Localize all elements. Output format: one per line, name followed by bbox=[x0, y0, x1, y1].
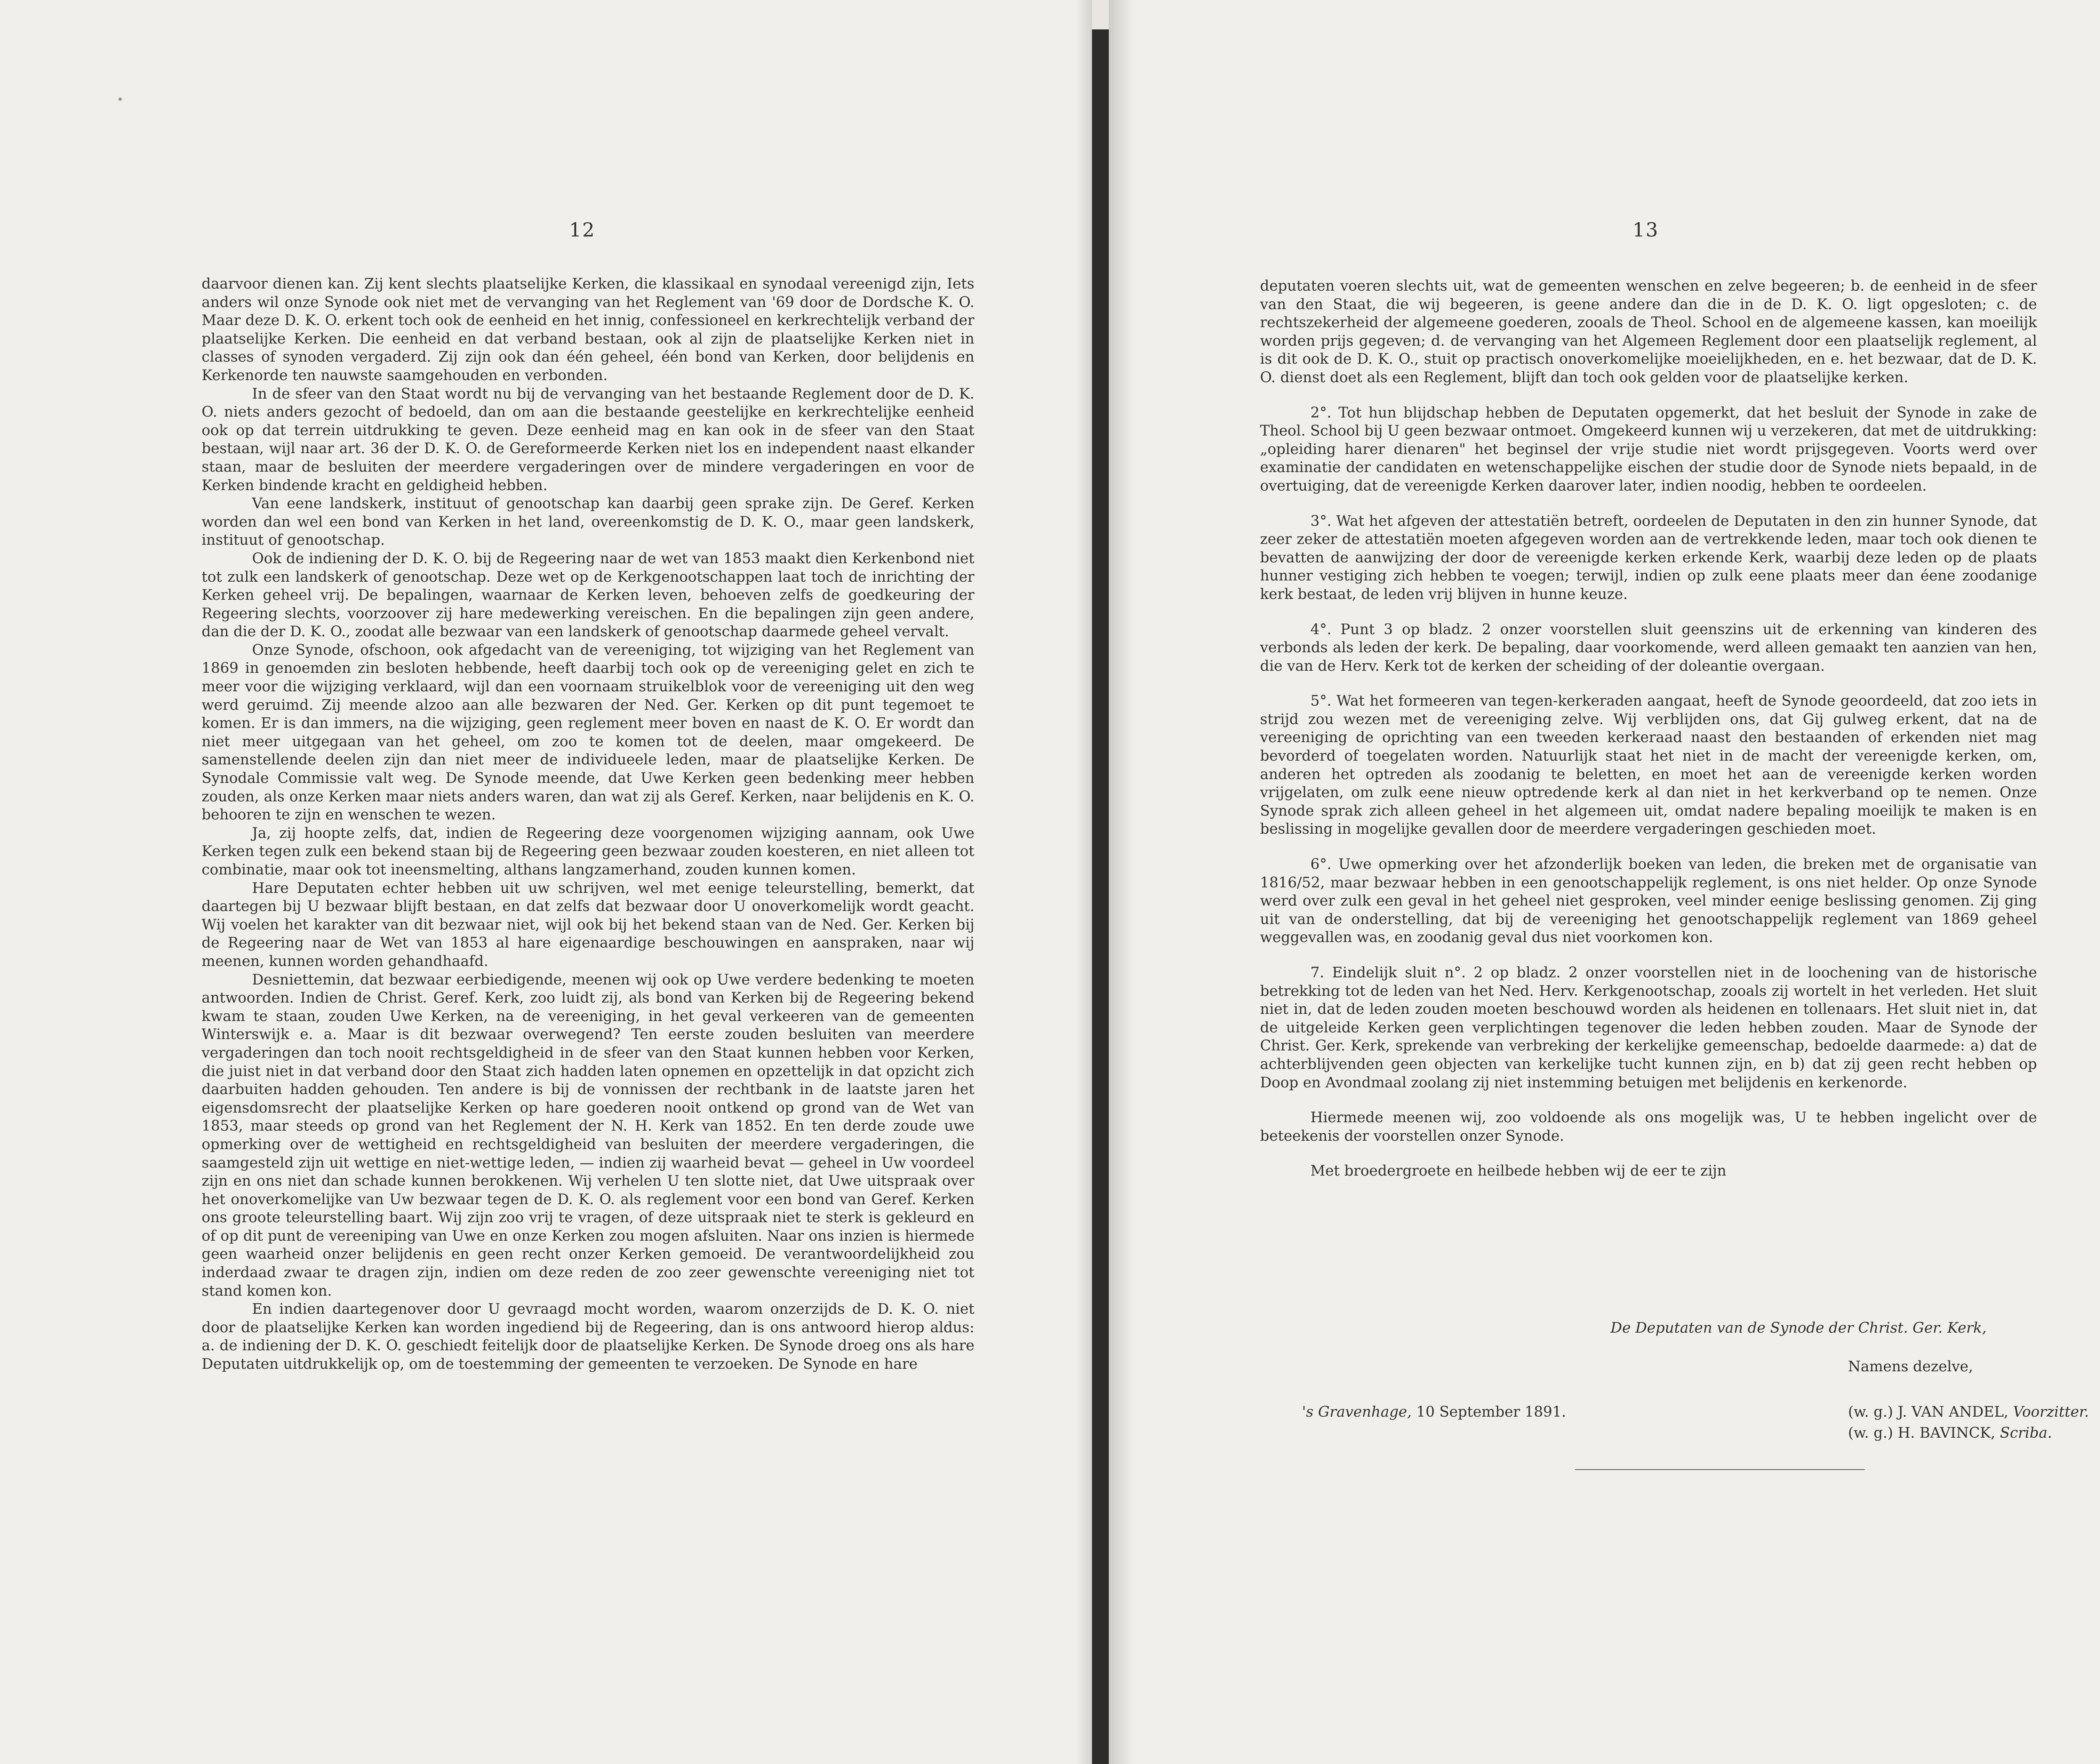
paragraph: daarvoor dienen kan. Zij kent slechts plaatselijke Kerken, die klassikaal en synodaal vereenigd zijn, Iets anders wil onze Synode ook niet met de vervanging van het Reglement van '69 door de Dordsche K. O. Maar deze D. K. O. erkent toch ook de eenheid en het innig, confessioneel en kerkrechtelijk verband der plaatselijke Kerken. Die eenheid en dat verband bestaan, ook al zijn de plaatselijke Kerken niet in classes of synoden vergaderd. Zij zijn ook dan één geheel, één bond van Kerken, door belijdenis en Kerkenorde ten nauwste saamgehouden en verbonden. bbox=[202, 276, 974, 384]
paragraph: Ja, zij hoopte zelfs, dat, indien de Regeering deze voorgenomen wijziging aannam, ook Uwe Kerken tegen zulk een bekend staan bij de Regeering geen bezwaar zouden koesteren, en niet alleen tot combinatie, maar ook tot ineensmelting, althans langzamerhand, zouden kunnen komen. bbox=[202, 824, 974, 878]
paragraph: deputaten voeren slechts uit, wat de gemeenten wenschen en zelve begeeren; b. de eenheid in de sfeer van den Staat, die wij begeeren, is geene andere dan die in de D. K. O. ligt opgesloten; c. de rechtszekerheid der algemeene goederen, zooals de Theol. School en de algemeene kassen, kan moeilijk worden prijs gegeven; d. de vervanging van het Algemeen Reglement door een plaatselijk reglement, al is dit ook de D. K. O., stuit op practisch onoverkomelijke moeielijkheden, en e. het bezwaar, dat de D. K. O. dienst doet als een Reglement, blijft dan toch ook gelden voor de plaatselijke kerken. bbox=[1260, 278, 2037, 386]
place: 's Gravenhage, bbox=[1302, 1404, 1412, 1420]
page-number-right: 13 bbox=[1633, 218, 1659, 241]
paragraph: Ook de indiening der D. K. O. bij de Regeering naar de wet van 1853 maakt dien Kerkenbond niet tot zulk een landskerk of genootschap. Deze wet op de Kerkgenootschappen laat toch de inrichting der Kerken geheel vrij. De bepalingen, waarnaar de Kerken leven, behoeven zelfs de goedkeuring der Regeering slechts, voorzoover zij hare medewerking vereischen. En die bepalingen zijn geen andere, dan die der D. K. O., zoodat alle bezwaar van een landskerk of genootschap daarmede geheel vervalt. bbox=[202, 550, 974, 640]
right-page-text bbox=[1260, 277, 2037, 1181]
gutter-shadow-left bbox=[1075, 0, 1092, 1764]
paragraph: En indien daartegenover door U gevraagd mocht worden, waarom onzerzijds de D. K. O. niet door de plaatselijke Kerken kan worden ingediend bij de Regeering, dan is ons antwoord hierop aldus: a. de indiening der D. K. O. geschiedt feitelijk door de plaatselijke Kerken. De Synode droeg ons als hare Deputaten uitdrukkelijk op, om de toestemming der gemeenten te verzoeken. De Synode en hare bbox=[202, 1301, 974, 1373]
on-behalf-line: Namens dezelve, bbox=[1848, 1358, 1973, 1375]
signer-2 bbox=[1848, 1424, 2052, 1442]
paragraph: Desniettemin, dat bezwaar eerbiedigende, meenen wij ook op Uwe verdere bedenking te moeten antwoorden. Indien de Christ. Geref. Kerk, zoo luidt zij, als bond van Kerken bij de Regeering bekend kwam te staan, zouden Uwe Kerken, na de vereeniging, in het geval verkeeren van de gemeenten Winterswijk e. a. Maar is dit bezwaar overwegend? Ten eerste zouden besluiten van meerdere vergaderingen dan toch nooit rechtsgeldigheid in de sfeer van den Staat kunnen hebben voor Kerken, die juist niet in dat verband door den Staat zich hadden laten opnemen en opzettelijk in dat opzicht zich daarbuiten hadden gehouden. Ten andere is bij de vonnissen der rechtbank in de laatste jaren het eigensdomsrecht der plaatselijke Kerken op hare goederen nooit ontkend op grond van de Wet van 1853, maar steeds op grond van het Reglement der N. H. Kerk van 1852. En ten derde zoude uwe opmerking over de wettigheid en rechtsgeldigheid van besluiten der meerdere vergaderingen, die saamgesteld zijn uit wettige en niet-wettige leden, — indien zij waarheid bevat — geheel in Uw voordeel zijn en ons niet dan schade kunnen berokkenen. Wij verhelen U ten slotte niet, dat Uwe uitspraak over het onoverkomelijke van Uw bezwaar tegen de D. K. O. als reglement voor een bond van Geref. Kerken ons groote teleurstelling baart. Wij zijn zoo vrij te vragen, of deze uitspraak niet te sterk is gekleurd en of op dit punt de vereeniping van Uwe en onze Kerken zou mogen afsluiten. Naar ons inzien is hiermede geen waarheid onzer belijdenis en geen recht onzer Kerken gemoeid. De verantwoordelijkheid zou inderdaad zwaar te dragen zijn, indien om deze reden de zoo zeer gewenschte vereeniging niet tot stand komen kon. bbox=[202, 971, 974, 1299]
paragraph: 6°. Uwe opmerking over het afzonderlijk boeken van leden, die breken met de organisatie van 1816/52, maar bezwaar hebben in een genootschappelijk reglement, is ons niet helder. Op onze Synode werd over zulk een geval in het geheel niet gesproken, veel minder eenige beslissing genomen. Zij ging uit van de onderstelling, dat bij de vereeniging het genootschappelijk reglement van 1869 geheel weggevallen was, en zoodanig geval dus niet voorkomen kon. bbox=[1260, 856, 2037, 946]
signer-1 bbox=[1848, 1403, 2089, 1421]
left-page-text bbox=[202, 275, 974, 1374]
paragraph: In de sfeer van den Staat wordt nu bij de vervanging van het bestaande Reglement door de D. K. O. niets anders gezocht of bedoeld, dan om aan die bestaande geestelijke en kerkrechtelijke eenheid ook op dat terrein uitdrukking te geven. Deze eenheid mag en kan ook in de sfeer van den Staat bestaan, wijl naar art. 36 der D. K. O. de Gereformeerde Kerken niet los en independent naast elkander staan, maar de besluiten der meerdere vergaderingen over de mindere vergaderingen en voor de Kerken bindende kracht en geldigheid hebben. bbox=[202, 385, 974, 494]
signer-2-name: H. BAVINCK, bbox=[1898, 1425, 1995, 1441]
paragraph: Hare Deputaten echter hebben uit uw schrijven, wel met eenige teleurstelling, bemerkt, dat daartegen bij U bezwaar blijft bestaan, en dat zelfs dat bezwaar door U onoverkomelijk wordt geacht. Wij voelen het karakter van dit bezwaar niet, wijl ook bij het bekend staan van de Ned. Ger. Kerken bij de Regeering naar de Wet van 1853 al hare eigenaardige beschouwingen en aanspraken, naar wij meenen, kunnen worden gehandhaafd. bbox=[202, 879, 974, 970]
paragraph: 7. Eindelijk sluit n°. 2 op bladz. 2 onzer voorstellen niet in de loochening van de historische betrekking tot de leden van het Ned. Herv. Kerkgenootschap, zooals zij wortelt in het verleden. Het sluit niet in, dat de leden zouden moeten beschouwd worden als heidenen en tollenaars. Het sluit niet in, dat de uitgeleide Kerken geen verplichtingen tegenover die leden hebben zouden. Maar de Synode der Christ. Ger. Kerk, sprekende van verbreking der kerkelijke gemeenschap, bedoelde daarmede: a) dat de achterblijvenden geen objecten van kerkelijke tucht kunnen zijn, en b) dat zij geen recht hebben op Doop en Avondmaal zoolang zij niet instemming betuigen met belijdenis en kerkenorde. bbox=[1260, 964, 2037, 1091]
paragraph: Van eene landskerk, instituut of genootschap kan daarbij geen sprake zijn. De Geref. Kerken worden dan wel een bond van Kerken in het land, overeenkomstig de D. K. O., maar geen landskerk, instituut of genootschap. bbox=[202, 495, 974, 549]
closing-paragraph: Hiermede meenen wij, zoo voldoende als ons mogelijk was, U te hebben ingelicht over de beteekenis der voorstellen onzer Synode. bbox=[1260, 1109, 2037, 1144]
closing-rule bbox=[1575, 1469, 1865, 1470]
paragraph: Onze Synode, ofschoon, ook afgedacht van de vereeniging, tot wijziging van het Reglement van 1869 in genoemden zin besloten hebbende, heeft daarbij toch ook op de vereeniging gelet en zich te meer voor die wijziging verklaard, wijl dan een voornaam struikelblok voor de vereeniging uit den weg werd geruimd. Zij meende alzoo aan alle bezwaren der Ned. Ger. Kerken op dit punt tegemoet te komen. Er is dan immers, na die wijziging, geen reglement meer boven en naast de K. O. Er wordt dan niet meer uitgegaan van het geheel, om zoo te komen tot de deelen, maar omgekeerd. De samenstellende deelen zijn dan niet meer de individueele leden, maar de plaatselijke Kerken. De Synodale Commissie valt weg. De Synode meende, dat Uwe Kerken geen bedenking meer hebben zouden, als onze Kerken maar niets anders waren, dan wat zij als Geref. Kerken, naar belijdenis en K. O. behooren te zijn en wenschen te wezen. bbox=[202, 641, 974, 824]
binding-fold bbox=[1092, 0, 1109, 29]
signer-2-role: Scriba. bbox=[2000, 1425, 2052, 1441]
paragraph: 5°. Wat het formeeren van tegen-kerkeraden aangaat, heeft de Synode geoordeeld, dat zoo iets in strijd zou wezen met de vereeniging zelve. Wij verblijden ons, dat Gij gulweg erkent, dat na de vereeniging de oprichting van een tweeden kerkeraad naast den bestaanden of erkenden niet mag bevorderd of toegelaten worden. Natuurlijk staat het niet in de macht der vereenigde kerken, om, anderen het optreden als zoodanig te beletten, en moet het aan de vereenigde kerken worden vrijgelaten, om zulk eene nieuw optredende kerk al dan niet in het kerkverband op te nemen. Onze Synode sprak zich alleen geheel in het algemeen uit, omdat nadere bepaling moeilijk te maken is en beslissing in mogelijke gevallen door de meerdere vergaderingen geschieden moet. bbox=[1260, 693, 2037, 838]
page-number-left: 12 bbox=[569, 218, 596, 241]
signer-2-prefix: (w. g.) bbox=[1848, 1425, 1893, 1441]
signer-1-prefix: (w. g.) bbox=[1848, 1404, 1893, 1420]
paragraph: 2°. Tot hun blijdschap hebben de Deputaten opgemerkt, dat het besluit der Synode in zake de Theol. School bij U geen bezwaar ontmoet. Omgekeerd kunnen wij u verzekeren, dat met de uitdrukking: „opleiding harer dienaren" het beginsel der vrije studie niet wordt prijsgegeven. Voorts werd over examinatie der candidaten en wetenschappelijke eischen der studie door de Synode niets bepaald, in de overtuiging, dat de vereenigde Kerken daarover later, indien noodig, hebben te oordeelen. bbox=[1260, 404, 2037, 494]
closing-greeting: Met broedergroete en heilbede hebben wij de eer te zijn bbox=[1310, 1163, 1727, 1180]
paragraph: 3°. Wat het afgeven der attestatiën betreft, oordeelen de Deputaten in den zin hunner Synode, dat zeer zeker de attestatiën moeten afgegeven worden aan de vertrekkende leden, maar toch ook dienen te bevatten de aanwijzing der door de vereenigde kerken erkende Kerk, waarbij deze leden op de plaats hunner vestiging zich hebben te voegen; terwijl, indien op zulk eene plaats meer dan éene zoodanige kerk bestaat, de leden vrij blijven in hunne keuze. bbox=[1260, 512, 2037, 603]
paragraph: 4°. Punt 3 op bladz. 2 onzer voorstellen sluit geenszins uit de erkenning van kinderen des verbonds als leden der kerk. De bepaling, daar voorkomende, werd alleen gemaakt ten aanzien van hen, die van de Herv. Kerk tot de kerken der scheiding of der doleantie overgaan. bbox=[1260, 621, 2037, 675]
signer-1-name: J. VAN ANDEL, bbox=[1898, 1404, 2008, 1420]
paper-mark bbox=[118, 97, 122, 101]
place-date bbox=[1302, 1403, 1566, 1421]
signer-1-role: Voorzitter. bbox=[2013, 1404, 2089, 1420]
right-page bbox=[1109, 0, 2100, 1764]
date: 10 September 1891. bbox=[1416, 1404, 1566, 1420]
signatory-title: De Deputaten van de Synode der Christ. Ger. Kerk, bbox=[1610, 1320, 1987, 1336]
gutter-shadow-right bbox=[1109, 0, 1134, 1764]
